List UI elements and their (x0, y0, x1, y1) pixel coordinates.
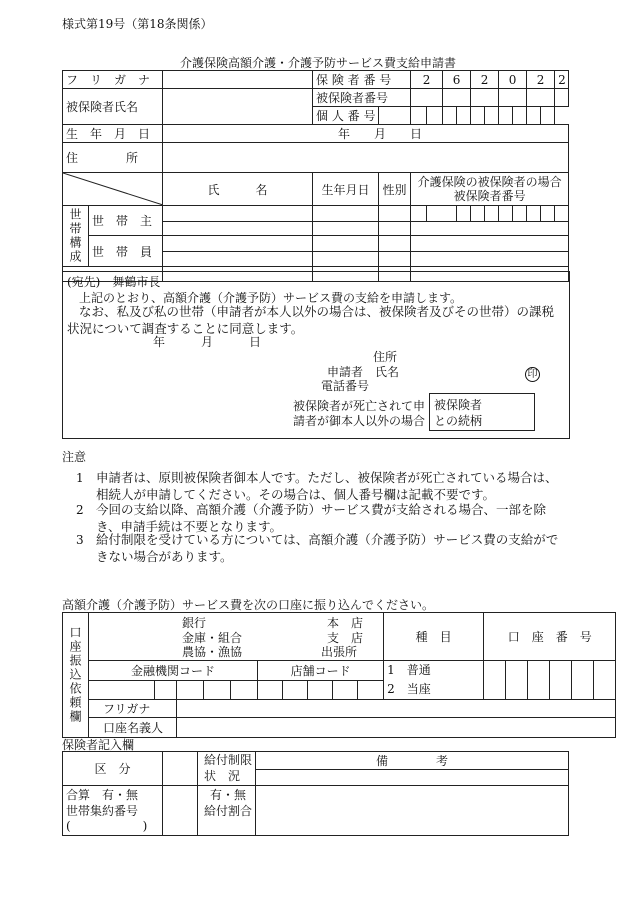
note-text: 申請者は、原則被保険者御本人です。ただし、被保険者が死亡されている場合は、相続人が申請してください。その場合は、個人番号欄は記載不要です。 (96, 470, 558, 502)
name-column-header: 氏 名 (163, 173, 313, 206)
insurer-section-heading: 保険者記入欄 (62, 738, 135, 752)
declaration-text-1: 上記のとおり、高額介護（介護予防）サービス費の支給を申請します。 (79, 291, 463, 305)
deceased-note-2: 請者が御本人以外の場合 (293, 414, 426, 428)
insured-name-label: 被保険者氏名 (63, 89, 163, 125)
relation-field[interactable]: 被保険者 との続柄 (429, 393, 535, 431)
benefit-limit-header: 給付制限 状 況 (198, 752, 256, 786)
seal-icon: 印 (525, 364, 540, 382)
furigana-field[interactable] (163, 71, 313, 89)
kubun-header: 区 分 (63, 752, 163, 786)
benefit-ratio-cell[interactable]: 有・無 給付割合 (198, 786, 256, 836)
declaration-text-2: なお、私及び私の世帯（申請者が本人以外の場合は、被保険者及びその世帯）の課税状況について調査することに同意します。 (67, 304, 555, 336)
notes-heading: 注意 (62, 450, 87, 464)
addressee: (宛先) 舞鶴市長 (67, 275, 161, 289)
form-number: 様式第19号（第18条関係） (62, 17, 213, 31)
personal-number-label: 個 人 番 号 (313, 107, 379, 125)
form-title: 介護保険高額介護・介護予防サービス費支給申請書 (180, 56, 457, 70)
account-number-header: 口 座 番 号 (484, 613, 616, 661)
birth-field[interactable]: 年 月 日 (163, 125, 569, 143)
application-table (62, 70, 569, 282)
account-type-header: 種 目 (384, 613, 484, 661)
applicant-name-label: 申請者 氏名 (327, 365, 400, 379)
note-text: 今回の支給以降、高額介護（介護予防）サービス費が支給される場合、一部を除き、申請手続は不要となります。 (96, 502, 547, 534)
branch-code-label: 店舗コード (258, 661, 384, 681)
bank-code-label: 金融機関コード (89, 661, 258, 681)
household-head-label: 世 帯 主 (89, 206, 163, 236)
sex-column-header: 性別 (379, 173, 411, 206)
insurer-digit: 2 (471, 71, 499, 89)
insured-name-field[interactable] (163, 89, 313, 125)
household-member-label: 世 帯 員 (89, 236, 163, 267)
bank-name-field[interactable]: 銀行 金庫・組合 農協・漁協 本 店 支 店 出張所 (89, 613, 384, 661)
note-text: 給付制限を受けている方については、高額介護（介護予防）サービス費の支給ができない場合があります。 (96, 532, 559, 564)
insurer-digit: 0 (499, 71, 527, 89)
bank-table (62, 612, 616, 738)
digit-box[interactable] (411, 89, 443, 107)
household-label: 世帯構成 (63, 206, 89, 267)
address-field[interactable] (163, 143, 569, 173)
insurer-digit: 6 (443, 71, 471, 89)
insurer-digit: 2 (555, 71, 569, 89)
remarks-field[interactable] (256, 786, 569, 836)
note-number: 3 (76, 533, 84, 547)
insured-number-label: 被保険者番号 (313, 89, 411, 107)
declaration-box (62, 271, 570, 439)
insurer-digit: 2 (527, 71, 555, 89)
phone-label: 電話番号 (321, 379, 370, 393)
account-type-options[interactable]: 1 普通 2 当座 (384, 661, 484, 700)
remarks-header: 備 考 (256, 752, 569, 770)
account-kana-label: フリガナ (89, 700, 177, 718)
address-label: 住 所 (63, 143, 163, 173)
account-holder-field[interactable] (177, 718, 616, 738)
applicant-address-label: 住所 (373, 350, 398, 364)
date-line[interactable]: 年 月 日 (153, 335, 262, 349)
birth-column-header: 生年月日 (313, 173, 379, 206)
gassan-cell[interactable]: 合算 有・無 世帯集約番号 ( ) (63, 786, 163, 836)
diagonal-cell (63, 173, 163, 206)
note-number: 1 (76, 471, 84, 485)
birth-label: 生 年 月 日 (63, 125, 163, 143)
insurer-digit: 2 (411, 71, 443, 89)
code-digit[interactable] (89, 681, 155, 700)
account-holder-label: 口座名義人 (89, 718, 177, 738)
bank-column-label: 口座振込依頼欄 (63, 613, 89, 738)
account-kana-field[interactable] (177, 700, 616, 718)
furigana-label: フ リ ガ ナ (63, 71, 163, 89)
bank-heading: 高額介護（介護予防）サービス費を次の口座に振り込んでください。 (62, 598, 435, 612)
insurer-table (62, 751, 569, 836)
note-number: 2 (76, 503, 84, 517)
insured-case-header: 介護保険の被保険者の場合 被保険者番号 (411, 173, 569, 206)
insurer-number-label: 保 険 者 番 号 (313, 71, 411, 89)
deceased-note-1: 被保険者が死亡されて申 (293, 399, 426, 413)
